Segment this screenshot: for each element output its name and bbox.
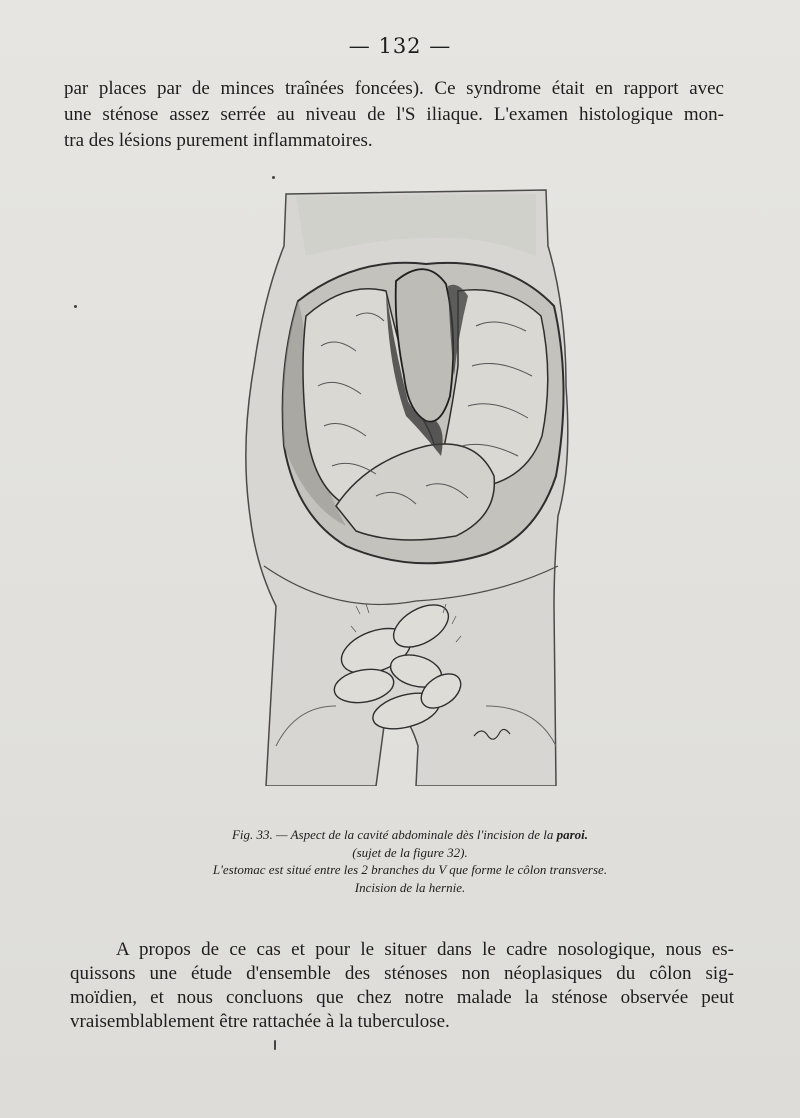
anatomical-illustration <box>236 186 576 786</box>
print-speck <box>74 305 77 308</box>
paragraph-line: par places par de minces traînées foncées). Ce syndrome était en rapport avec <box>64 78 724 99</box>
caption-line: (sujet de la figure 32). <box>352 844 468 860</box>
top-paragraph <box>64 76 724 154</box>
bottom-paragraph <box>70 938 734 1034</box>
paragraph-line: vraisemblablement être rattachée à la tuberculose. <box>70 1011 450 1032</box>
caption-line <box>150 826 670 844</box>
caption-line: Incision de la hernie. <box>354 879 466 895</box>
print-speck <box>272 176 275 179</box>
caption-text: — Aspect de la cavité abdominale dès l'incision de la <box>276 827 554 842</box>
caption-line: L'estomac est situé entre les 2 branches du V que forme le côlon transverse. <box>212 862 608 877</box>
figure-label: Fig. 33. <box>231 827 273 842</box>
paragraph-line: une sténose assez serrée au niveau de l'S iliaque. L'examen histologique mon- <box>64 104 724 125</box>
print-speck <box>274 1040 276 1050</box>
paragraph-line: A propos de ce cas et pour le situer dans le cadre nosologique, nous es- <box>116 939 734 960</box>
paragraph-line: tra des lésions purement inflammatoires. <box>64 130 373 151</box>
paragraph-line: quissons une étude d'ensemble des sténoses non néoplasiques du côlon sig- <box>70 963 734 984</box>
page-number: — 132 — <box>348 34 452 58</box>
abdominal-cavity-drawing <box>236 186 576 786</box>
figure-caption <box>150 826 670 896</box>
paragraph-line: moïdien, et nous concluons que chez notre malade la sténose observée peut <box>70 987 734 1008</box>
caption-bold-word: paroi. <box>556 827 589 842</box>
